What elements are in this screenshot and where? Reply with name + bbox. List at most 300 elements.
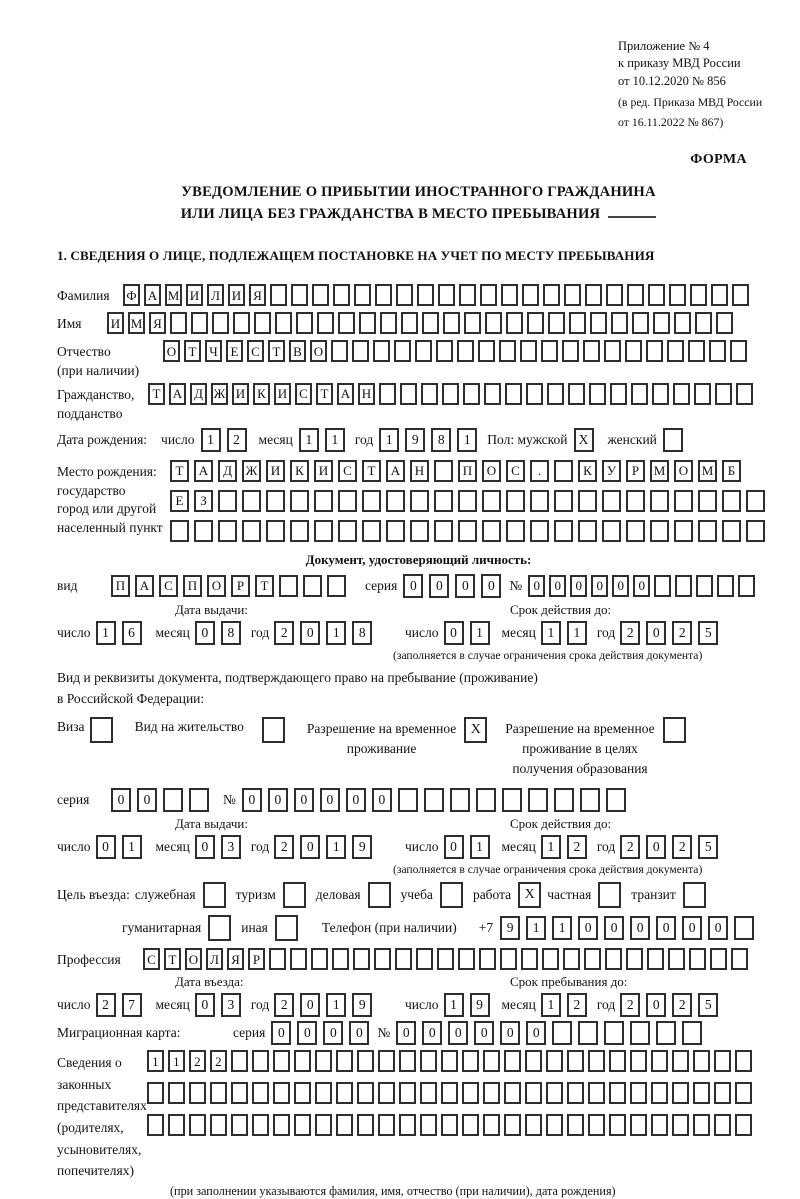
char-cell[interactable]: . [530,460,549,482]
char-cell[interactable] [262,717,285,743]
char-cell[interactable]: 0 [429,574,449,598]
char-cell[interactable]: 2 [567,993,587,1017]
char-cell[interactable]: 7 [122,993,142,1017]
char-cell[interactable] [483,1082,500,1104]
char-cell[interactable] [656,1021,676,1045]
char-cell[interactable] [482,490,501,512]
char-cell[interactable] [399,1082,416,1104]
char-cell[interactable] [567,1114,584,1136]
char-cell[interactable]: 9 [405,428,425,452]
char-cell[interactable] [546,1114,563,1136]
char-cell[interactable] [604,340,621,362]
char-cell[interactable] [626,490,645,512]
char-cell[interactable] [437,948,454,970]
char-cell[interactable]: 1 [444,993,464,1017]
char-cell[interactable] [482,520,501,542]
char-cell[interactable] [630,1050,647,1072]
char-cell[interactable] [610,383,627,405]
char-cell[interactable] [464,312,481,334]
char-cell[interactable]: 0 [630,916,650,940]
char-cell[interactable] [352,340,369,362]
char-cell[interactable] [231,1114,248,1136]
char-cell[interactable] [552,1021,572,1045]
char-cell[interactable]: Р [231,575,250,597]
char-cell[interactable] [546,1082,563,1104]
char-cell[interactable] [541,340,558,362]
char-cell[interactable] [673,383,690,405]
char-cell[interactable]: X [518,882,541,908]
char-cell[interactable] [273,1082,290,1104]
char-cell[interactable] [554,460,573,482]
char-cell[interactable]: 0 [396,1021,416,1045]
char-cell[interactable]: 0 [656,916,676,940]
char-cell[interactable]: 1 [325,428,345,452]
char-cell[interactable] [354,284,371,306]
char-cell[interactable] [590,312,607,334]
char-cell[interactable] [525,1050,542,1072]
char-cell[interactable]: О [185,948,202,970]
char-cell[interactable] [266,490,285,512]
char-cell[interactable] [668,948,685,970]
char-cell[interactable] [734,916,754,940]
char-cell[interactable]: 1 [526,916,546,940]
char-cell[interactable]: И [274,383,291,405]
char-cell[interactable] [609,1114,626,1136]
char-cell[interactable]: 0 [195,993,215,1017]
char-cell[interactable]: Т [184,340,201,362]
char-cell[interactable] [522,284,539,306]
char-cell[interactable] [598,882,621,908]
char-cell[interactable]: 0 [403,574,423,598]
char-cell[interactable] [462,1050,479,1072]
char-cell[interactable] [333,284,350,306]
char-cell[interactable]: О [482,460,501,482]
char-cell[interactable]: 1 [122,835,142,859]
char-cell[interactable]: 0 [646,993,666,1017]
char-cell[interactable] [338,490,357,512]
char-cell[interactable] [698,490,717,512]
char-cell[interactable] [410,490,429,512]
char-cell[interactable] [562,340,579,362]
char-cell[interactable] [443,312,460,334]
char-cell[interactable]: 1 [541,835,561,859]
char-cell[interactable] [693,1114,710,1136]
char-cell[interactable] [441,1114,458,1136]
char-cell[interactable]: С [159,575,178,597]
char-cell[interactable] [336,1114,353,1136]
char-cell[interactable]: 0 [591,575,608,597]
char-cell[interactable] [378,1050,395,1072]
char-cell[interactable] [735,1082,752,1104]
char-cell[interactable] [203,882,226,908]
char-cell[interactable] [291,284,308,306]
char-cell[interactable]: 0 [474,1021,494,1045]
char-cell[interactable] [585,284,602,306]
char-cell[interactable] [417,284,434,306]
char-cell[interactable]: 1 [168,1050,185,1072]
char-cell[interactable] [693,1082,710,1104]
char-cell[interactable] [710,948,727,970]
char-cell[interactable]: 0 [372,788,392,812]
char-cell[interactable] [273,1050,290,1072]
char-cell[interactable] [606,284,623,306]
char-cell[interactable] [374,948,391,970]
char-cell[interactable]: А [337,383,354,405]
char-cell[interactable] [168,1114,185,1136]
char-cell[interactable] [317,312,334,334]
char-cell[interactable] [266,520,285,542]
char-cell[interactable] [735,1114,752,1136]
char-cell[interactable] [311,948,328,970]
char-cell[interactable] [583,340,600,362]
char-cell[interactable] [252,1050,269,1072]
char-cell[interactable] [654,575,671,597]
char-cell[interactable] [568,383,585,405]
char-cell[interactable] [732,284,749,306]
char-cell[interactable] [506,520,525,542]
char-cell[interactable] [420,1050,437,1072]
char-cell[interactable]: А [194,460,213,482]
char-cell[interactable] [738,575,755,597]
char-cell[interactable]: Т [164,948,181,970]
char-cell[interactable] [436,340,453,362]
char-cell[interactable] [208,915,231,941]
char-cell[interactable]: Я [249,284,266,306]
char-cell[interactable] [722,490,741,512]
char-cell[interactable] [567,1082,584,1104]
char-cell[interactable]: Я [149,312,166,334]
char-cell[interactable] [563,948,580,970]
char-cell[interactable] [290,948,307,970]
char-cell[interactable] [651,1082,668,1104]
char-cell[interactable] [715,383,732,405]
char-cell[interactable] [438,284,455,306]
char-cell[interactable]: 0 [297,1021,317,1045]
char-cell[interactable] [170,312,187,334]
char-cell[interactable] [675,575,692,597]
char-cell[interactable]: Е [170,490,189,512]
char-cell[interactable]: Р [248,948,265,970]
char-cell[interactable]: 0 [137,788,157,812]
char-cell[interactable] [506,312,523,334]
char-cell[interactable] [504,1082,521,1104]
char-cell[interactable]: 1 [299,428,319,452]
char-cell[interactable]: 1 [147,1050,164,1072]
char-cell[interactable] [714,1050,731,1072]
char-cell[interactable] [711,284,728,306]
char-cell[interactable]: 5 [698,621,718,645]
char-cell[interactable] [683,882,706,908]
char-cell[interactable] [315,1082,332,1104]
char-cell[interactable] [353,948,370,970]
char-cell[interactable]: 0 [646,835,666,859]
char-cell[interactable] [252,1082,269,1104]
char-cell[interactable]: К [253,383,270,405]
char-cell[interactable]: 1 [326,621,346,645]
char-cell[interactable] [315,1114,332,1136]
char-cell[interactable] [548,312,565,334]
char-cell[interactable]: 0 [300,835,320,859]
char-cell[interactable]: 0 [708,916,728,940]
char-cell[interactable]: Т [268,340,285,362]
char-cell[interactable] [646,340,663,362]
char-cell[interactable] [653,312,670,334]
char-cell[interactable] [415,340,432,362]
char-cell[interactable]: О [674,460,693,482]
char-cell[interactable] [667,340,684,362]
char-cell[interactable] [399,1114,416,1136]
char-cell[interactable] [273,1114,290,1136]
char-cell[interactable]: М [128,312,145,334]
char-cell[interactable]: 0 [300,621,320,645]
char-cell[interactable]: 5 [698,835,718,859]
char-cell[interactable] [663,717,686,743]
char-cell[interactable] [170,520,189,542]
char-cell[interactable] [527,312,544,334]
char-cell[interactable] [521,948,538,970]
char-cell[interactable] [625,340,642,362]
char-cell[interactable] [210,1114,227,1136]
char-cell[interactable] [569,312,586,334]
char-cell[interactable] [242,520,261,542]
char-cell[interactable]: 5 [698,993,718,1017]
char-cell[interactable]: И [266,460,285,482]
char-cell[interactable] [564,284,581,306]
char-cell[interactable] [218,520,237,542]
char-cell[interactable]: Ф [123,284,140,306]
char-cell[interactable] [709,340,726,362]
char-cell[interactable] [394,340,411,362]
char-cell[interactable]: А [169,383,186,405]
char-cell[interactable] [542,948,559,970]
char-cell[interactable] [283,882,306,908]
char-cell[interactable] [696,575,713,597]
char-cell[interactable] [336,1050,353,1072]
char-cell[interactable] [504,1050,521,1072]
char-cell[interactable] [279,575,298,597]
char-cell[interactable]: 9 [470,993,490,1017]
char-cell[interactable] [314,490,333,512]
char-cell[interactable]: З [194,490,213,512]
char-cell[interactable]: 0 [323,1021,343,1045]
char-cell[interactable]: 0 [448,1021,468,1045]
char-cell[interactable]: В [289,340,306,362]
char-cell[interactable]: 2 [210,1050,227,1072]
char-cell[interactable] [602,490,621,512]
char-cell[interactable] [147,1082,164,1104]
char-cell[interactable]: О [163,340,180,362]
char-cell[interactable]: 0 [268,788,288,812]
char-cell[interactable] [584,948,601,970]
char-cell[interactable]: 0 [195,621,215,645]
char-cell[interactable] [530,490,549,512]
char-cell[interactable] [462,1082,479,1104]
char-cell[interactable] [375,284,392,306]
char-cell[interactable] [231,1050,248,1072]
char-cell[interactable]: 0 [444,621,464,645]
char-cell[interactable]: А [135,575,154,597]
char-cell[interactable] [520,340,537,362]
char-cell[interactable] [630,1082,647,1104]
char-cell[interactable]: П [183,575,202,597]
char-cell[interactable] [746,490,765,512]
char-cell[interactable] [651,1050,668,1072]
char-cell[interactable] [630,1114,647,1136]
char-cell[interactable]: 0 [195,835,215,859]
char-cell[interactable] [502,788,522,812]
char-cell[interactable]: 0 [422,1021,442,1045]
char-cell[interactable] [386,520,405,542]
char-cell[interactable]: А [386,460,405,482]
char-cell[interactable] [399,1050,416,1072]
char-cell[interactable] [682,1021,702,1045]
char-cell[interactable] [270,284,287,306]
char-cell[interactable]: 0 [604,916,624,940]
char-cell[interactable]: 0 [570,575,587,597]
char-cell[interactable] [434,460,453,482]
char-cell[interactable]: С [338,460,357,482]
char-cell[interactable] [690,284,707,306]
char-cell[interactable] [440,882,463,908]
char-cell[interactable] [674,490,693,512]
char-cell[interactable] [547,383,564,405]
char-cell[interactable] [663,428,683,452]
char-cell[interactable] [672,1114,689,1136]
char-cell[interactable]: X [464,717,487,743]
char-cell[interactable] [338,520,357,542]
char-cell[interactable] [589,383,606,405]
char-cell[interactable] [441,1082,458,1104]
char-cell[interactable]: Я [227,948,244,970]
char-cell[interactable] [626,520,645,542]
char-cell[interactable] [650,490,669,512]
char-cell[interactable]: Д [190,383,207,405]
char-cell[interactable] [735,1050,752,1072]
char-cell[interactable] [647,948,664,970]
char-cell[interactable]: 0 [271,1021,291,1045]
char-cell[interactable] [242,490,261,512]
char-cell[interactable] [275,312,292,334]
char-cell[interactable]: 1 [457,428,477,452]
char-cell[interactable] [730,340,747,362]
char-cell[interactable]: 2 [227,428,247,452]
char-cell[interactable] [609,1050,626,1072]
char-cell[interactable] [648,284,665,306]
char-cell[interactable] [357,1050,374,1072]
char-cell[interactable]: 0 [500,1021,520,1045]
char-cell[interactable] [694,383,711,405]
char-cell[interactable] [501,284,518,306]
char-cell[interactable] [314,520,333,542]
char-cell[interactable] [554,520,573,542]
char-cell[interactable]: 1 [541,621,561,645]
char-cell[interactable] [525,1114,542,1136]
char-cell[interactable]: М [698,460,717,482]
char-cell[interactable] [189,1082,206,1104]
char-cell[interactable]: 1 [201,428,221,452]
char-cell[interactable] [695,312,712,334]
char-cell[interactable] [716,312,733,334]
char-cell[interactable] [359,312,376,334]
char-cell[interactable]: И [228,284,245,306]
char-cell[interactable]: О [310,340,327,362]
char-cell[interactable]: 0 [349,1021,369,1045]
char-cell[interactable]: 0 [646,621,666,645]
char-cell[interactable]: 2 [274,993,294,1017]
char-cell[interactable] [189,1114,206,1136]
char-cell[interactable] [327,575,346,597]
char-cell[interactable] [191,312,208,334]
char-cell[interactable] [275,915,298,941]
char-cell[interactable]: 0 [526,1021,546,1045]
char-cell[interactable]: 0 [320,788,340,812]
char-cell[interactable] [674,520,693,542]
char-cell[interactable]: Т [362,460,381,482]
char-cell[interactable]: Ч [205,340,222,362]
char-cell[interactable] [609,1082,626,1104]
char-cell[interactable] [717,575,734,597]
char-cell[interactable] [458,490,477,512]
char-cell[interactable] [338,312,355,334]
char-cell[interactable]: 9 [500,916,520,940]
char-cell[interactable] [546,1050,563,1072]
char-cell[interactable]: 2 [189,1050,206,1072]
char-cell[interactable] [714,1114,731,1136]
char-cell[interactable] [476,788,496,812]
char-cell[interactable]: 3 [221,993,241,1017]
char-cell[interactable]: И [314,460,333,482]
char-cell[interactable] [312,284,329,306]
char-cell[interactable] [578,490,597,512]
char-cell[interactable] [331,340,348,362]
char-cell[interactable] [528,788,548,812]
char-cell[interactable] [480,284,497,306]
char-cell[interactable]: Т [170,460,189,482]
char-cell[interactable] [332,948,349,970]
char-cell[interactable] [362,490,381,512]
char-cell[interactable]: 0 [111,788,131,812]
char-cell[interactable]: 0 [578,916,598,940]
char-cell[interactable] [386,490,405,512]
char-cell[interactable]: 0 [300,993,320,1017]
char-cell[interactable]: 2 [672,993,692,1017]
char-cell[interactable] [722,520,741,542]
char-cell[interactable] [210,1082,227,1104]
char-cell[interactable] [672,1050,689,1072]
char-cell[interactable] [90,717,113,743]
char-cell[interactable] [410,520,429,542]
char-cell[interactable] [163,788,183,812]
char-cell[interactable] [362,520,381,542]
char-cell[interactable] [252,1114,269,1136]
char-cell[interactable] [736,383,753,405]
char-cell[interactable] [303,575,322,597]
char-cell[interactable]: 8 [352,621,372,645]
char-cell[interactable]: 1 [552,916,572,940]
char-cell[interactable]: А [144,284,161,306]
char-cell[interactable]: 2 [672,835,692,859]
char-cell[interactable] [294,1050,311,1072]
char-cell[interactable]: Р [626,460,645,482]
char-cell[interactable] [525,1082,542,1104]
char-cell[interactable]: 0 [549,575,566,597]
char-cell[interactable]: 6 [122,621,142,645]
char-cell[interactable] [294,1082,311,1104]
char-cell[interactable]: М [165,284,182,306]
char-cell[interactable] [441,1050,458,1072]
char-cell[interactable] [194,520,213,542]
char-cell[interactable]: 2 [274,621,294,645]
